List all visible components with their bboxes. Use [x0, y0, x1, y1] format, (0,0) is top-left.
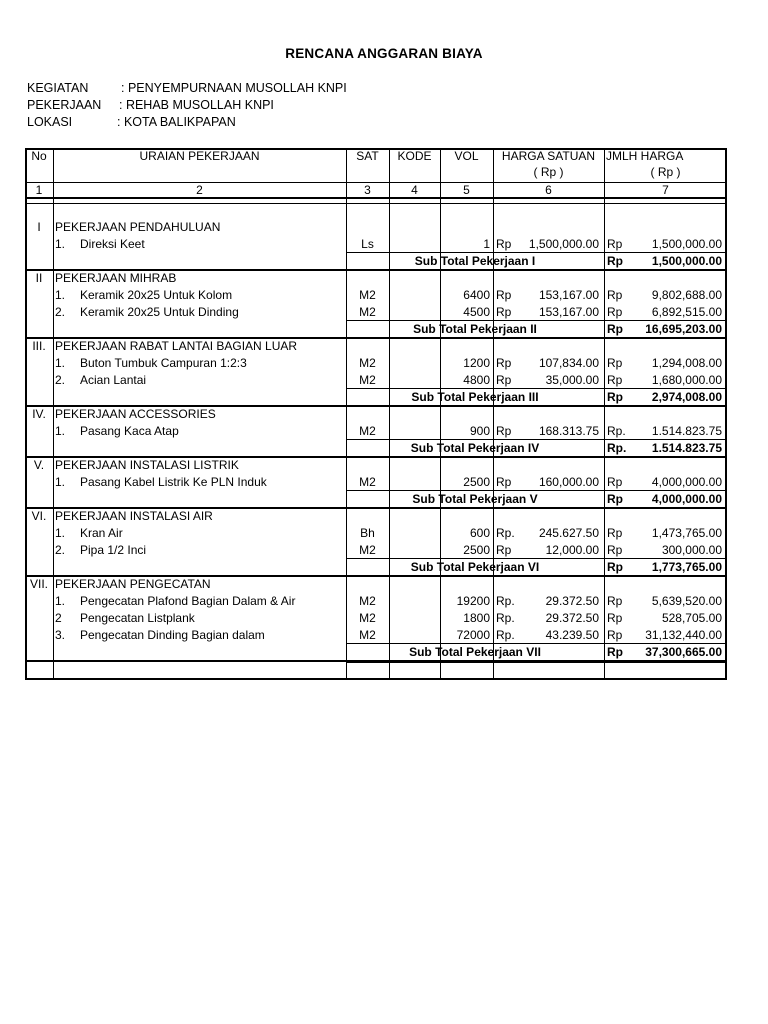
- item-price-currency: Rp: [496, 288, 512, 302]
- item-description: Kran Air: [80, 526, 123, 540]
- item-unit-price: 29.372.50: [545, 611, 599, 625]
- item-total-currency: Rp: [607, 373, 623, 387]
- section-title: PEKERJAAN RABAT LANTAI BAGIAN LUAR: [55, 339, 298, 353]
- item-price-currency: Rp.: [496, 526, 515, 540]
- subtotal-label: Sub Total Pekerjaan VI: [410, 560, 540, 574]
- subtotal-currency: Rp: [607, 254, 623, 268]
- section-title: PEKERJAAN MIHRAB: [55, 271, 177, 285]
- item-price-currency: Rp: [496, 373, 512, 387]
- item-volume: 19200: [456, 594, 490, 608]
- subtotal-value: 4,000,000.00: [651, 492, 722, 506]
- item-description: Pengecatan Listplank: [80, 611, 195, 625]
- section-number: IV.: [32, 407, 46, 421]
- info-value: : PENYEMPURNAAN MUSOLLAH KNPI: [121, 81, 347, 95]
- item-unit-price: 12,000.00: [545, 543, 599, 557]
- column-number: 4: [411, 183, 418, 197]
- item-volume: 4800: [463, 373, 490, 387]
- header-uraian: URAIAN PEKERJAAN: [139, 149, 260, 163]
- item-price-currency: Rp: [496, 543, 512, 557]
- header-jumlah-harga: JMLH HARGA: [606, 149, 684, 163]
- item-total-currency: Rp: [607, 543, 623, 557]
- section-title: PEKERJAAN INSTALASI LISTRIK: [55, 458, 239, 472]
- item-total-currency: Rp: [607, 305, 623, 319]
- item-number: 2.: [55, 305, 66, 319]
- item-description: Acian Lantai: [80, 373, 147, 387]
- header-no: No: [31, 149, 47, 163]
- item-price-currency: Rp.: [496, 628, 515, 642]
- item-description: Keramik 20x25 Untuk Kolom: [80, 288, 233, 302]
- header-sat: SAT: [356, 149, 379, 163]
- item-total: 31,132,440.00: [645, 628, 722, 642]
- header-jumlah-harga-unit: ( Rp ): [650, 165, 681, 179]
- column-number: 6: [545, 183, 552, 197]
- item-total-currency: Rp: [607, 288, 623, 302]
- item-number: 2: [55, 611, 62, 625]
- item-unit: M2: [359, 305, 376, 319]
- subtotal-label: Sub Total Pekerjaan III: [411, 390, 539, 404]
- item-number: 3.: [55, 628, 66, 642]
- item-price-currency: Rp.: [496, 594, 515, 608]
- subtotal-value: 1.514.823.75: [651, 441, 722, 455]
- subtotal-currency: Rp: [607, 560, 623, 574]
- item-total-currency: Rp: [607, 594, 623, 608]
- item-number: 1.: [55, 594, 66, 608]
- item-description: Pengecatan Plafond Bagian Dalam & Air: [80, 594, 296, 608]
- item-total: 5,639,520.00: [651, 594, 722, 608]
- item-total: 1,294,008.00: [651, 356, 722, 370]
- item-total: 9,802,688.00: [651, 288, 722, 302]
- subtotal-label: Sub Total Pekerjaan I: [414, 254, 536, 268]
- item-total-currency: Rp: [607, 611, 623, 625]
- item-volume: 72000: [456, 628, 490, 642]
- item-unit: M2: [359, 611, 376, 625]
- item-unit-price: 1,500,000.00: [528, 237, 599, 251]
- section-number: II: [35, 271, 43, 285]
- item-price-currency: Rp: [496, 424, 512, 438]
- info-value: : KOTA BALIKPAPAN: [117, 115, 236, 129]
- info-label: LOKASI: [27, 115, 73, 129]
- item-unit: M2: [359, 424, 376, 438]
- subtotal-currency: Rp: [607, 645, 623, 659]
- item-volume: 1800: [463, 611, 490, 625]
- item-description: Pasang Kaca Atap: [80, 424, 179, 438]
- item-unit-price: 35,000.00: [545, 373, 599, 387]
- item-unit-price: 153,167.00: [538, 305, 599, 319]
- item-number: 1.: [55, 237, 66, 251]
- section-title: PEKERJAAN INSTALASI AIR: [55, 509, 213, 523]
- item-volume: 900: [469, 424, 490, 438]
- item-total-currency: Rp: [607, 237, 623, 251]
- header-harga-satuan: HARGA SATUAN: [501, 149, 596, 163]
- item-volume: 1: [483, 237, 490, 251]
- column-divider: [604, 148, 605, 680]
- item-unit: M2: [359, 288, 376, 302]
- info-value: : REHAB MUSOLLAH KNPI: [119, 98, 274, 112]
- item-unit-price: 168.313.75: [538, 424, 599, 438]
- info-label: KEGIATAN: [27, 81, 89, 95]
- item-total: 4,000,000.00: [651, 475, 722, 489]
- document-title: RENCANA ANGGARAN BIAYA: [285, 46, 483, 61]
- item-description: Pipa 1/2 Inci: [80, 543, 147, 557]
- item-total: 1,473,765.00: [651, 526, 722, 540]
- item-number: 1.: [55, 424, 66, 438]
- item-unit-price: 160,000.00: [538, 475, 599, 489]
- item-number: 1.: [55, 475, 66, 489]
- section-number: V.: [33, 458, 45, 472]
- item-description: Keramik 20x25 Untuk Dinding: [80, 305, 239, 319]
- item-description: Direksi Keet: [80, 237, 145, 251]
- item-unit-price: 29.372.50: [545, 594, 599, 608]
- item-unit-price: 107,834.00: [538, 356, 599, 370]
- item-description: Pasang Kabel Listrik Ke PLN Induk: [80, 475, 267, 489]
- subtotal-currency: Rp.: [607, 441, 627, 455]
- item-unit-price: 245.627.50: [538, 526, 599, 540]
- item-number: 2.: [55, 543, 66, 557]
- item-unit: M2: [359, 356, 376, 370]
- column-number: 5: [463, 183, 470, 197]
- item-volume: 600: [469, 526, 490, 540]
- item-price-currency: Rp: [496, 237, 512, 251]
- subtotal-value: 2,974,008.00: [651, 390, 722, 404]
- section-title: PEKERJAAN PENGECATAN: [55, 577, 211, 591]
- subtotal-value: 37,300,665.00: [645, 645, 722, 659]
- item-total-currency: Rp: [607, 356, 623, 370]
- item-price-currency: Rp: [496, 475, 512, 489]
- item-total: 300,000.00: [661, 543, 722, 557]
- item-price-currency: Rp: [496, 305, 512, 319]
- item-total: 1.514.823.75: [651, 424, 722, 438]
- item-number: 2.: [55, 373, 66, 387]
- item-unit: Ls: [361, 237, 374, 251]
- column-number: 7: [662, 183, 669, 197]
- item-volume: 2500: [463, 475, 490, 489]
- subtotal-label: Sub Total Pekerjaan II: [413, 322, 537, 336]
- column-number: 3: [364, 183, 371, 197]
- header-kode: KODE: [397, 149, 432, 163]
- item-unit-price: 43.239.50: [545, 628, 599, 642]
- item-total: 1,500,000.00: [651, 237, 722, 251]
- item-total-currency: Rp: [607, 628, 623, 642]
- item-volume: 2500: [463, 543, 490, 557]
- item-description: Pengecatan Dinding Bagian dalam: [80, 628, 265, 642]
- section-title: PEKERJAAN ACCESSORIES: [55, 407, 216, 421]
- subtotal-currency: Rp: [607, 492, 623, 506]
- info-label: PEKERJAAN: [27, 98, 102, 112]
- item-total-currency: Rp.: [607, 424, 626, 438]
- subtotal-currency: Rp: [607, 322, 623, 336]
- item-unit: M2: [359, 628, 376, 642]
- header-vol: VOL: [454, 149, 479, 163]
- item-total-currency: Rp: [607, 526, 623, 540]
- section-number: III.: [32, 339, 46, 353]
- item-price-currency: Rp.: [496, 611, 515, 625]
- item-total: 528,705.00: [661, 611, 722, 625]
- subtotal-value: 16,695,203.00: [645, 322, 722, 336]
- subtotal-value: 1,500,000.00: [651, 254, 722, 268]
- item-number: 1.: [55, 356, 66, 370]
- item-unit: M2: [359, 475, 376, 489]
- item-unit: M2: [359, 543, 376, 557]
- item-unit: M2: [359, 594, 376, 608]
- item-total-currency: Rp: [607, 475, 623, 489]
- item-number: 1.: [55, 526, 66, 540]
- column-number: 2: [196, 183, 203, 197]
- subtotal-value: 1,773,765.00: [651, 560, 722, 574]
- item-price-currency: Rp: [496, 356, 512, 370]
- header-harga-satuan-unit: ( Rp ): [533, 165, 564, 179]
- item-unit: Bh: [360, 526, 375, 540]
- item-unit: M2: [359, 373, 376, 387]
- item-total: 6,892,515.00: [651, 305, 722, 319]
- subtotal-label: Sub Total Pekerjaan V: [412, 492, 538, 506]
- column-number: 1: [35, 183, 43, 197]
- row-divider: [346, 662, 727, 663]
- subtotal-label: Sub Total Pekerjaan IV: [410, 441, 540, 455]
- item-description: Buton Tumbuk Campuran 1:2:3: [80, 356, 247, 370]
- section-number: VI.: [31, 509, 47, 523]
- section-number: VII.: [29, 577, 48, 591]
- item-volume: 6400: [463, 288, 490, 302]
- column-divider: [389, 148, 390, 680]
- column-divider: [53, 148, 54, 680]
- subtotal-currency: Rp: [607, 390, 623, 404]
- section-title: PEKERJAAN PENDAHULUAN: [55, 220, 221, 234]
- item-number: 1.: [55, 288, 66, 302]
- section-number: I: [37, 220, 41, 234]
- row-divider: [25, 203, 727, 204]
- subtotal-label: Sub Total Pekerjaan VII: [409, 645, 541, 659]
- item-volume: 4500: [463, 305, 490, 319]
- item-unit-price: 153,167.00: [538, 288, 599, 302]
- column-divider: [493, 148, 494, 680]
- item-volume: 1200: [463, 356, 490, 370]
- item-total: 1,680,000.00: [651, 373, 722, 387]
